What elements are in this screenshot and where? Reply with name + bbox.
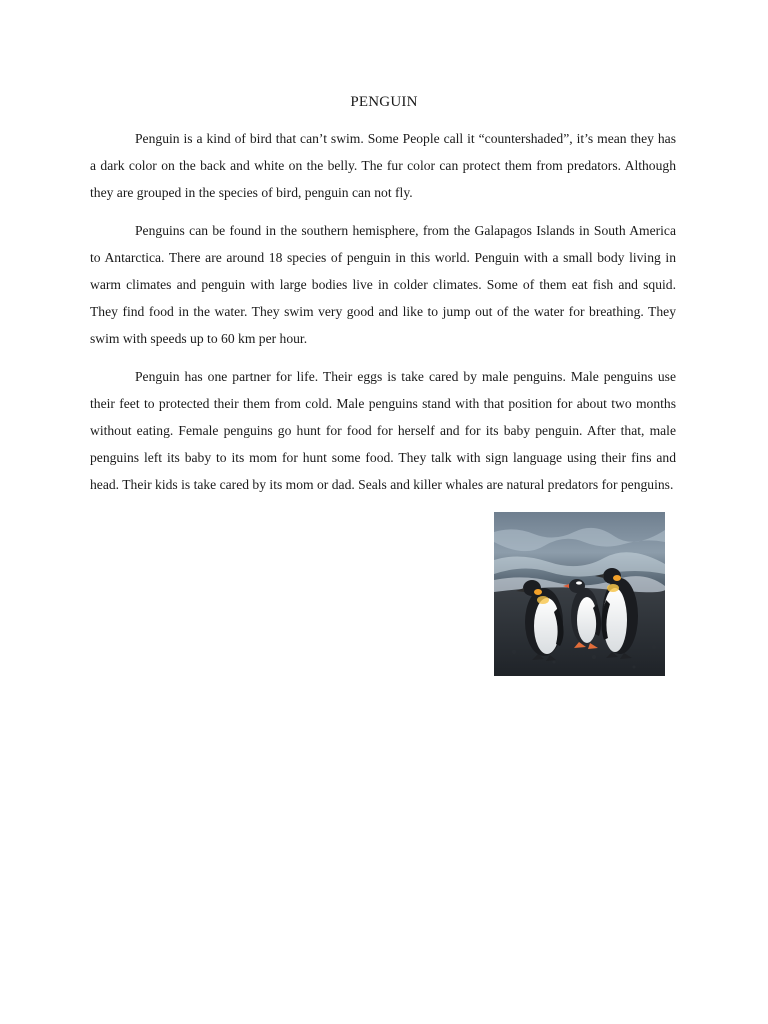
penguins-photo bbox=[494, 512, 665, 676]
paragraph-2: Penguins can be found in the southern hemisphere, from the Galapagos Islands in South America to Antarctica. There are around 18 species of penguin in this world. Penguin with a small body living in warm climates and penguin with large bodies live in colder climates. Some of them eat fish and squid. They find food in the water. They swim very good and like to jump out of the water for breathing. They swim with speeds up to 60 km per hour. bbox=[90, 223, 676, 346]
page-title: PENGUIN bbox=[350, 94, 418, 110]
paragraph-1: Penguin is a kind of bird that can’t swim. Some People call it “countershaded”, it’s mean they has a dark color on the back and white on the belly. The fur color can protect them from predators. Although they are grouped in the species of bird, penguin can not fly. bbox=[90, 131, 676, 200]
paragraph-3: Penguin has one partner for life. Their eggs is take cared by male penguins. Male penguins use their feet to protected their them from cold. Male penguins stand with that position for about two months without eating. Female penguins go hunt for food for herself and for its baby penguin. After that, male penguins left its baby to its mom for hunt some food. They talk with sign language using their fins and head. Their kids is take cared by its mom or dad. Seals and killer whales are natural predators for penguins. bbox=[90, 369, 676, 492]
document-body bbox=[90, 126, 676, 510]
penguins-illustration bbox=[494, 512, 665, 676]
